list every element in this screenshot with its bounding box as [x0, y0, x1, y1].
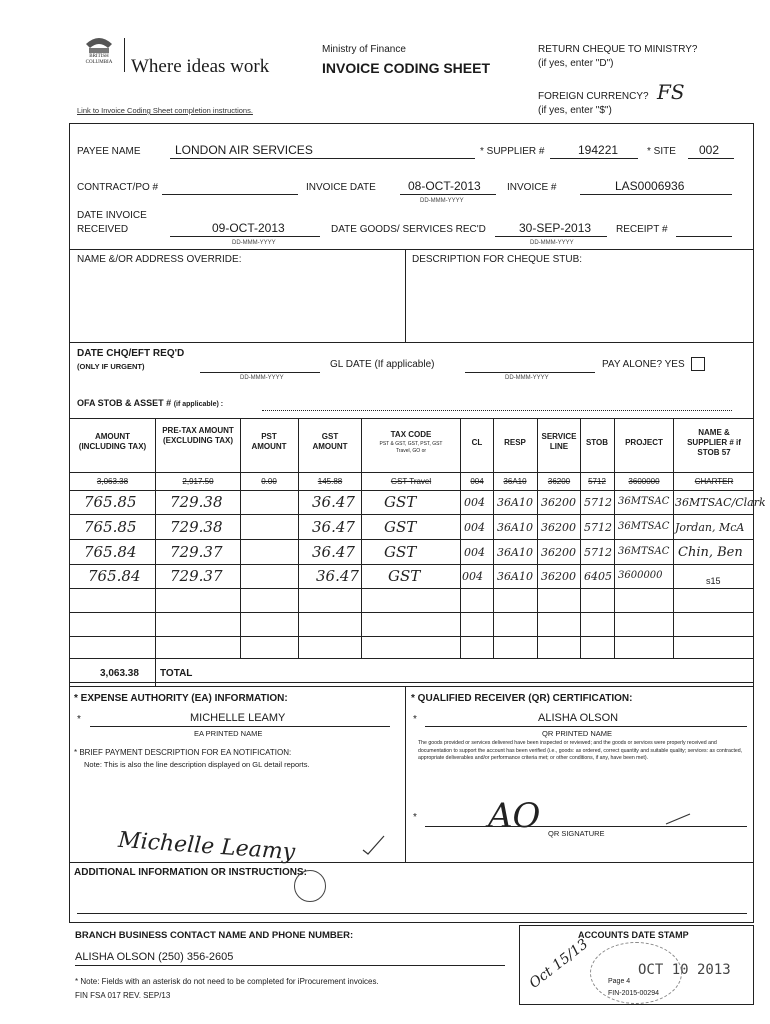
stamp-page: Page 4: [608, 978, 631, 985]
amount-cell[interactable]: 765.85: [84, 493, 137, 511]
gl-date-label: GL DATE (If applicable): [330, 359, 435, 370]
ea-signature-check: [360, 834, 386, 861]
resp-cell[interactable]: 36A10: [497, 521, 533, 534]
foreign-currency-label: FOREIGN CURRENCY?: [538, 91, 649, 102]
receipt-label: RECEIPT #: [616, 224, 668, 235]
contract-label: CONTRACT/PO #: [77, 182, 159, 193]
form-id: FIN FSA 017 REV. SEP/13: [75, 991, 171, 1000]
resp-cell[interactable]: 36A10: [497, 496, 533, 509]
invoice-date-label: INVOICE DATE: [306, 182, 376, 193]
struck-cell: 36200: [547, 477, 571, 486]
qr-cert-text: The goods provided or services delivered have been inspected or reviewed; and the goods or services were properly received and documentation to support the account has been verified (i.e., goods: as ordered, correct quantity and suitable quality; services: as contracted, appropriate deliverables and/or performance criteria met; or other conditions, if any, have been met).: [418, 740, 743, 761]
stob-cell[interactable]: 5712: [584, 496, 612, 509]
site-value[interactable]: 002: [699, 143, 720, 157]
ea-name-label: EA PRINTED NAME: [194, 729, 263, 738]
gst-cell[interactable]: 36.47: [316, 567, 359, 585]
col-header-project: PROJECT: [625, 438, 663, 447]
foreign-currency-hint: (if yes, enter "$"): [538, 105, 612, 116]
contact-value[interactable]: ALISHA OLSON (250) 356-2605: [75, 951, 234, 963]
chq-req-format: DD-MMM-YYYY: [240, 375, 284, 381]
ea-heading: * EXPENSE AUTHORITY (EA) INFORMATION:: [74, 693, 288, 704]
total-label: TOTAL: [160, 668, 193, 679]
col-header-tax-code: TAX CODE: [390, 430, 432, 439]
date-received-label-2: RECEIVED: [77, 224, 129, 235]
date-received-value[interactable]: 09-OCT-2013: [212, 221, 285, 235]
name-supplier-cell[interactable]: Chin, Ben: [678, 545, 743, 560]
instructions-link[interactable]: Link to Invoice Coding Sheet completion instructions.: [77, 106, 253, 115]
payee-name-label: PAYEE NAME: [77, 146, 141, 157]
struck-cell: 145.88: [317, 477, 343, 486]
supplier-value[interactable]: 194221: [578, 143, 619, 157]
amount-cell[interactable]: 765.84: [88, 567, 141, 585]
pay-alone-checkbox[interactable]: [691, 357, 705, 371]
qr-signature-check: [664, 810, 692, 833]
pretax-cell[interactable]: 729.38: [170, 493, 223, 511]
footer-note: * Note: Fields with an asterisk do not need to be completed for iProcurement invoices.: [75, 977, 379, 986]
stob-cell[interactable]: 6405: [584, 570, 612, 583]
goods-received-label: DATE GOODS/ SERVICES REC'D: [331, 224, 486, 235]
tax-code-cell[interactable]: GST: [384, 518, 417, 536]
struck-cell: CHARTER: [694, 477, 734, 486]
qr-signature: AO: [488, 796, 541, 836]
amount-cell[interactable]: 765.84: [84, 543, 137, 561]
tax-code-cell[interactable]: GST: [384, 543, 417, 561]
service-line-cell[interactable]: 36200: [541, 546, 576, 559]
tagline: Where ideas work: [131, 56, 270, 77]
col-header-stob: STOB: [585, 438, 609, 447]
pretax-cell[interactable]: 729.37: [170, 567, 223, 585]
stamp-date: OCT 10 2013: [638, 962, 731, 978]
name-address-override-label: NAME &/OR ADDRESS OVERRIDE:: [77, 254, 242, 265]
col-header-tax-code-sub: PST & GST, GST, PST, GST Travel, GO or: [379, 441, 443, 454]
tax-code-cell[interactable]: GST: [384, 493, 417, 511]
cl-cell[interactable]: 004: [462, 570, 483, 583]
col-header-pretax: PRE-TAX AMOUNT (EXCLUDING TAX): [162, 426, 234, 445]
service-line-cell[interactable]: 36200: [541, 496, 576, 509]
date-received-label-1: DATE INVOICE: [77, 210, 147, 221]
name-supplier-cell[interactable]: Jordan, McA: [675, 521, 745, 534]
project-cell[interactable]: 36MTSAC: [618, 546, 670, 557]
invoice-date-format: DD-MMM-YYYY: [420, 198, 464, 204]
qr-name[interactable]: ALISHA OLSON: [538, 712, 619, 724]
struck-cell: GST Travel: [390, 477, 432, 486]
bc-logo: [78, 32, 120, 70]
cl-cell[interactable]: 004: [464, 521, 485, 534]
stamp-ref: FIN-2015-00294: [608, 990, 659, 997]
ea-brief-label: * BRIEF PAYMENT DESCRIPTION FOR EA NOTIFICATION:: [74, 748, 292, 757]
return-cheque-hint: (if yes, enter "D"): [538, 58, 614, 69]
foreign-currency-value[interactable]: FS: [657, 80, 685, 104]
stamp-handwritten-date: Oct 15/13: [526, 936, 592, 992]
page-title: INVOICE CODING SHEET: [322, 60, 491, 76]
return-cheque-label: RETURN CHEQUE TO MINISTRY?: [538, 44, 698, 55]
chq-req-label: DATE CHQ/EFT REQ'D: [77, 348, 185, 359]
pretax-cell[interactable]: 729.38: [170, 518, 223, 536]
gst-cell[interactable]: 36.47: [312, 493, 355, 511]
col-header-service-line: SERVICE LINE: [541, 432, 577, 451]
pay-alone-label: PAY ALONE? YES: [602, 359, 685, 370]
date-received-format: DD-MMM-YYYY: [232, 240, 276, 246]
project-cell[interactable]: 36MTSAC: [618, 496, 670, 507]
service-line-cell[interactable]: 36200: [541, 521, 576, 534]
gst-cell[interactable]: 36.47: [312, 518, 355, 536]
col-header-gst: GST AMOUNT: [312, 432, 348, 451]
qr-heading: * QUALIFIED RECEIVER (QR) CERTIFICATION:: [411, 693, 633, 704]
invoice-number-label: INVOICE #: [507, 182, 557, 193]
ea-signature: Michelle Leamy: [117, 827, 296, 866]
total-value: 3,063.38: [100, 668, 139, 679]
supplier-label: * SUPPLIER #: [480, 146, 545, 157]
service-line-cell[interactable]: 36200: [541, 570, 576, 583]
qr-signature-label: QR SIGNATURE: [548, 829, 605, 838]
struck-cell: 36A10: [503, 477, 527, 486]
struck-cell: 3600000: [628, 477, 660, 486]
ministry-label: Ministry of Finance: [322, 44, 406, 55]
ea-brief-note: Note: This is also the line description displayed on GL detail reports.: [84, 760, 310, 769]
accounts-date-stamp: [519, 925, 754, 1005]
resp-cell[interactable]: 36A10: [497, 570, 533, 583]
resp-cell[interactable]: 36A10: [497, 546, 533, 559]
struck-cell: 004: [470, 477, 484, 486]
col-header-amount: AMOUNT (INCLUDING TAX): [78, 432, 147, 451]
qr-name-label: QR PRINTED NAME: [542, 729, 613, 738]
struck-cell: 0.00: [261, 477, 277, 486]
cl-cell[interactable]: 004: [464, 496, 485, 509]
goods-received-value[interactable]: 30-SEP-2013: [519, 221, 592, 235]
struck-cell: 2,917.50: [182, 477, 214, 486]
cl-cell[interactable]: 004: [464, 546, 485, 559]
goods-received-format: DD-MMM-YYYY: [530, 240, 574, 246]
name-supplier-cell[interactable]: 36MTSAC/Clark: [675, 496, 766, 509]
additional-info-circle: [294, 870, 326, 902]
stob-cell[interactable]: 5712: [584, 521, 612, 534]
stob-cell[interactable]: 5712: [584, 546, 612, 559]
additional-info-label: ADDITIONAL INFORMATION OR INSTRUCTIONS:: [74, 867, 307, 878]
cheque-stub-label: DESCRIPTION FOR CHEQUE STUB:: [412, 254, 583, 265]
struck-cell: 5712: [588, 477, 606, 486]
pretax-cell[interactable]: 729.37: [170, 543, 223, 561]
ofa-stob-label: OFA STOB & ASSET #: [77, 398, 172, 408]
struck-cell: 3,063.38: [96, 477, 129, 486]
col-header-name-supplier: NAME & SUPPLIER # if STOB 57: [687, 428, 741, 457]
project-cell[interactable]: 3600000: [618, 570, 663, 581]
stamp-circle: [590, 942, 682, 1004]
gl-date-format: DD-MMM-YYYY: [505, 375, 549, 381]
col-header-resp: RESP: [504, 438, 526, 447]
ea-name[interactable]: MICHELLE LEAMY: [190, 712, 286, 724]
col-header-pst: PST AMOUNT: [251, 432, 287, 451]
ofa-stob-sub: (if applicable) :: [173, 401, 224, 408]
tax-code-cell[interactable]: GST: [388, 567, 421, 585]
amount-cell[interactable]: 765.85: [84, 518, 137, 536]
invoice-number-value[interactable]: LAS0006936: [615, 179, 685, 193]
invoice-date-value[interactable]: 08-OCT-2013: [408, 179, 481, 193]
payee-name-value[interactable]: LONDON AIR SERVICES: [175, 143, 313, 157]
stamp-label: ACCOUNTS DATE STAMP: [578, 930, 689, 940]
col-header-cl: CL: [471, 438, 483, 447]
project-cell[interactable]: 36MTSAC: [618, 521, 670, 532]
contact-label: BRANCH BUSINESS CONTACT NAME AND PHONE NUMBER:: [75, 930, 354, 941]
site-label: * SITE: [647, 146, 676, 157]
bc-logo-text: BRITISH COLUMBIA: [85, 54, 113, 65]
name-supplier-cell[interactable]: s15: [706, 576, 721, 586]
gst-cell[interactable]: 36.47: [312, 543, 355, 561]
chq-req-sub: (ONLY IF URGENT): [77, 362, 145, 371]
